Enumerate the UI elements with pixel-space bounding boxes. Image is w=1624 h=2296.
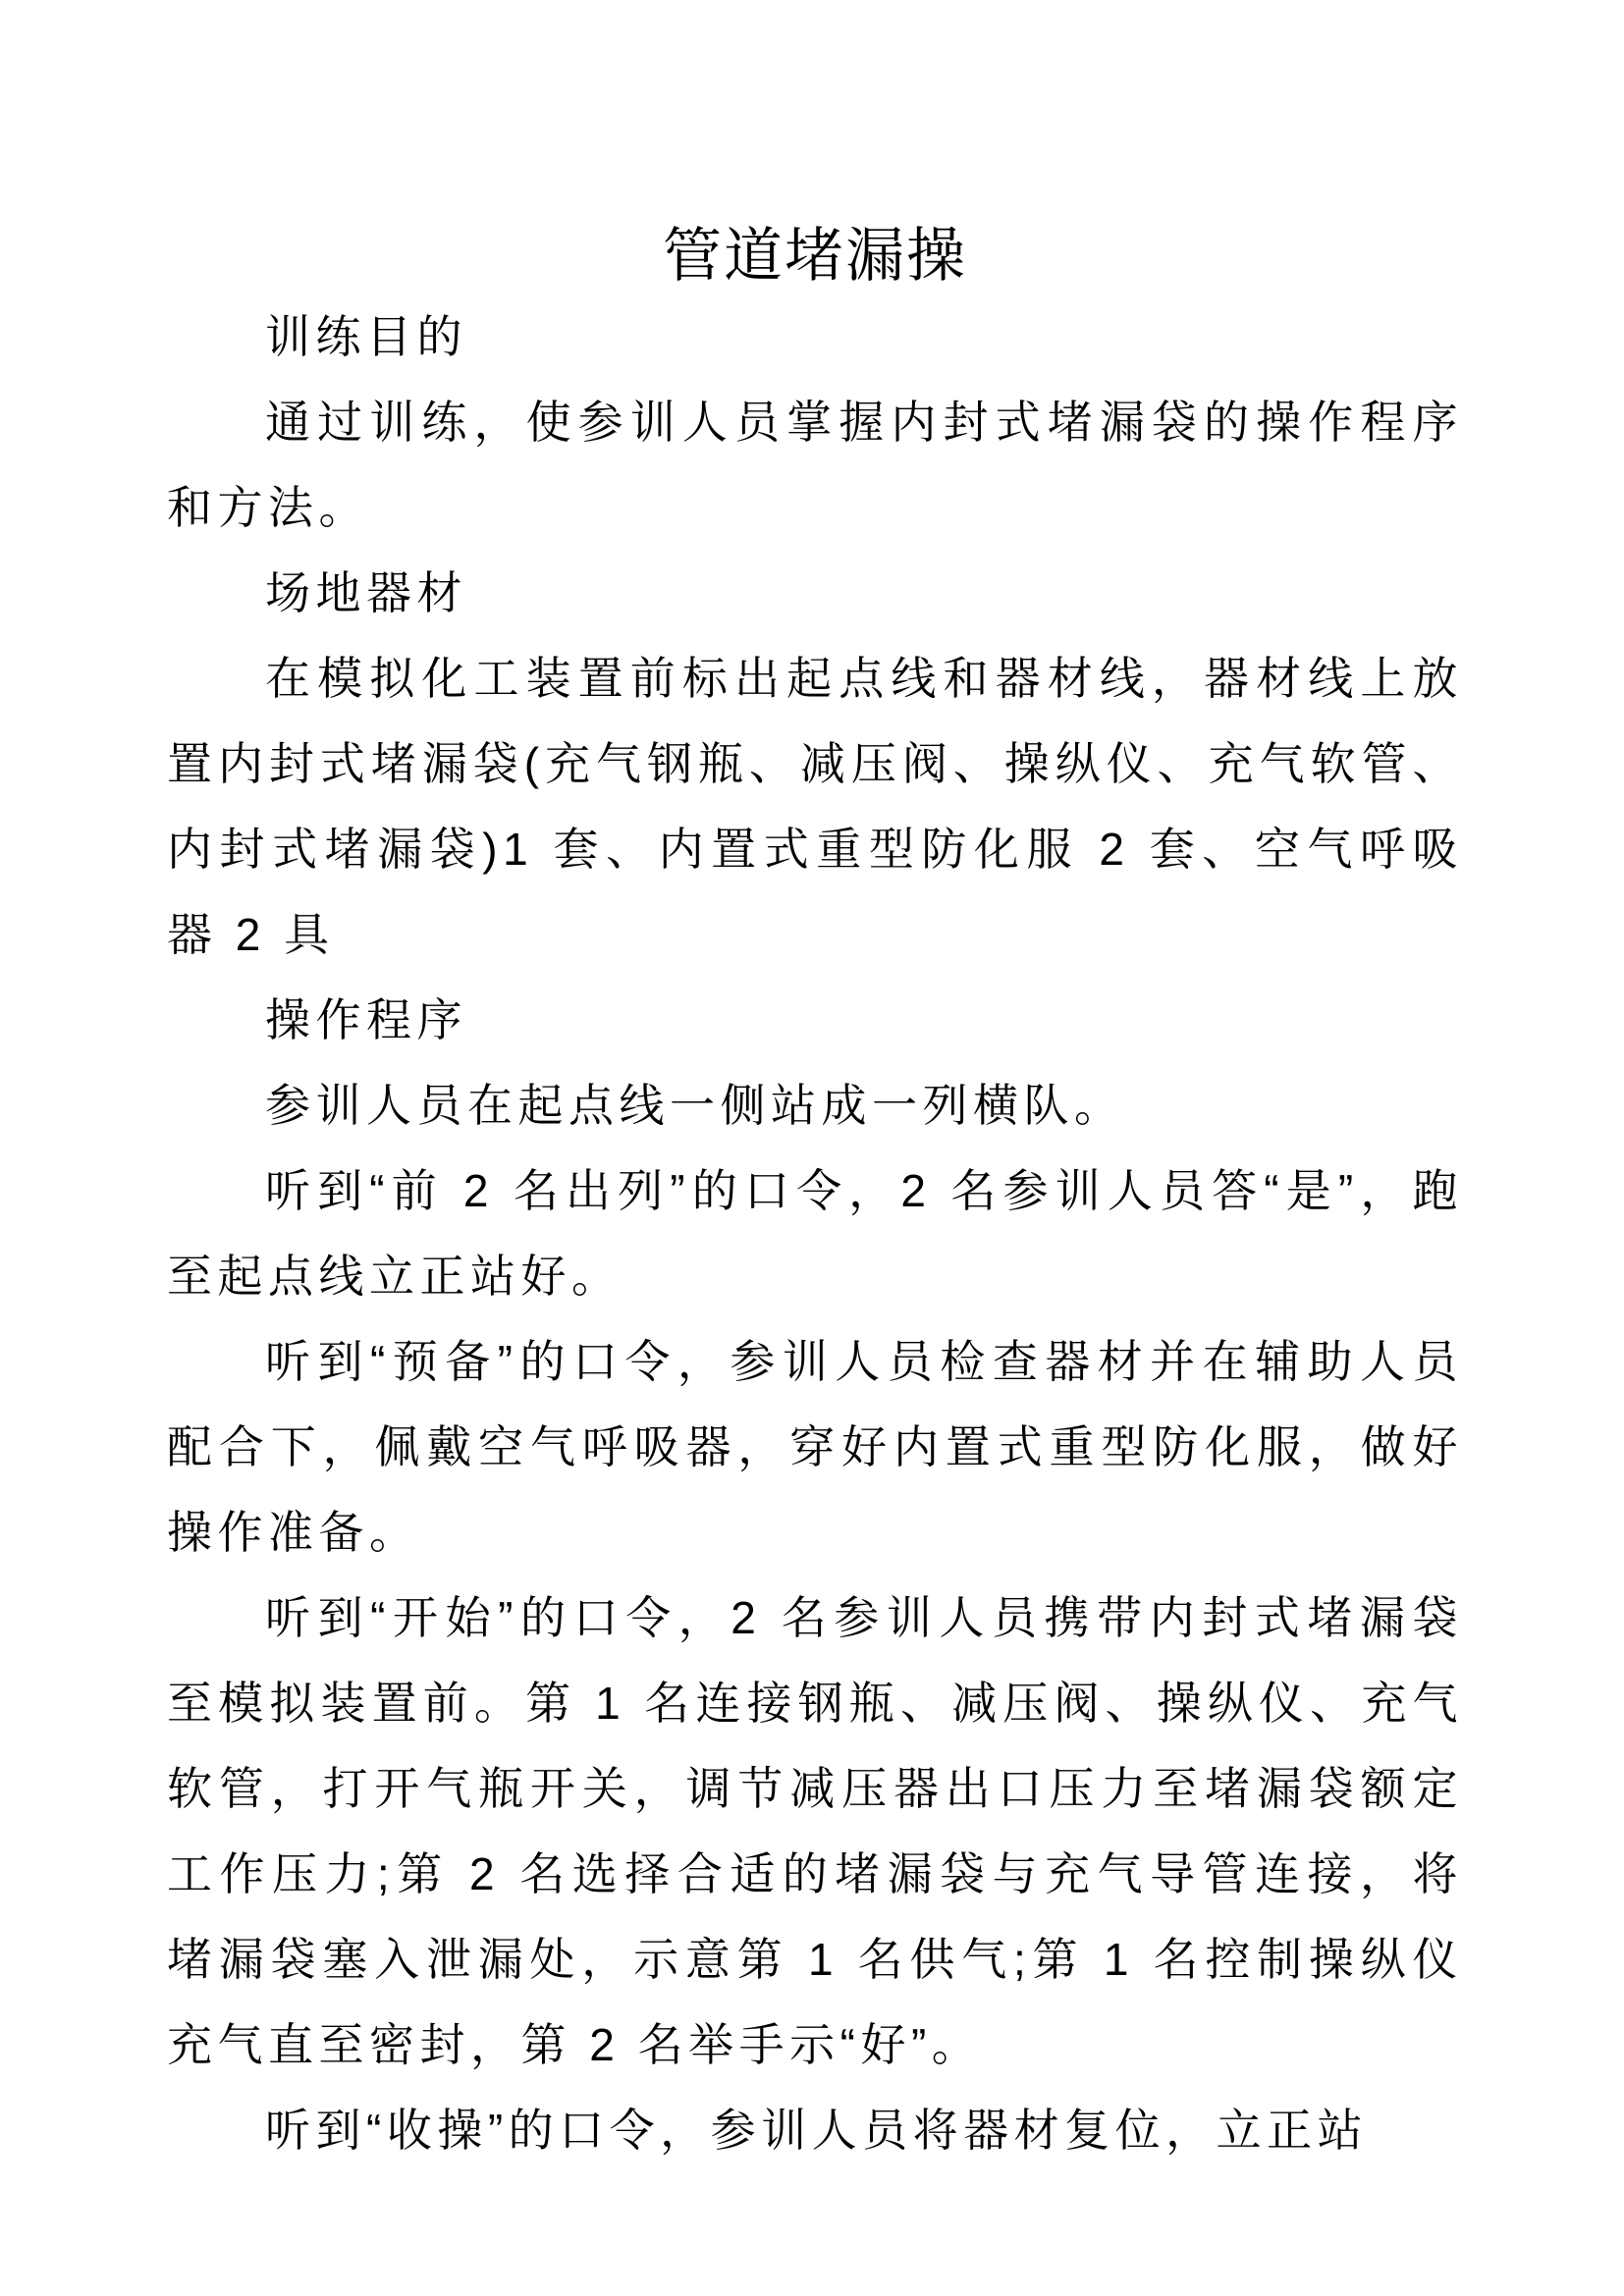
paragraph-training-purpose: 通过训练，使参训人员掌握内封式堵漏袋的操作程序和方法。 <box>167 397 1463 533</box>
section-heading-training-purpose: 训练目的 <box>265 311 467 362</box>
paragraph-lineup: 参训人员在起点线一侧站成一列横队。 <box>265 1080 1125 1131</box>
paragraph-command-start: 听到“开始”的口令，2 名参训人员携带内封式堵漏袋至模拟装置前。第 1 名连接钢瓶、减压阀、操纵仪、充气软管，打开气瓶开关，调节减压器出口压力至堵漏袋额定工作压力;第 2 名选择合适的堵漏袋与充气导管连接，将堵漏袋塞入泄漏处，示意第 1 名供气;第 1 名控制操纵仪充气直至密封，第 2 名举手示“好”。 <box>167 1592 1463 2070</box>
section-heading-operation-procedure: 操作程序 <box>265 994 467 1045</box>
section-heading-site-equipment: 场地器材 <box>265 567 467 618</box>
paragraph-site-equipment: 在模拟化工装置前标出起点线和器材线，器材线上放置内封式堵漏袋(充气钢瓶、减压阀、操纵仪、充气软管、内封式堵漏袋)1 套、内置式重型防化服 2 套、空气呼吸器 2 具 <box>167 653 1463 960</box>
document-title: 管道堵漏操 <box>663 223 967 289</box>
paragraph-command-finish: 听到“收操”的口令，参训人员将器材复位，立正站 <box>265 2105 1369 2156</box>
paragraph-command-prepare: 听到“预备”的口令，参训人员检查器材并在辅助人员配合下，佩戴空气呼吸器，穿好内置式重型防化服，做好操作准备。 <box>167 1336 1463 1558</box>
paragraph-command-step-out: 听到“前 2 名出列”的口令，2 名参训人员答“是”，跑至起点线立正站好。 <box>167 1165 1463 1302</box>
